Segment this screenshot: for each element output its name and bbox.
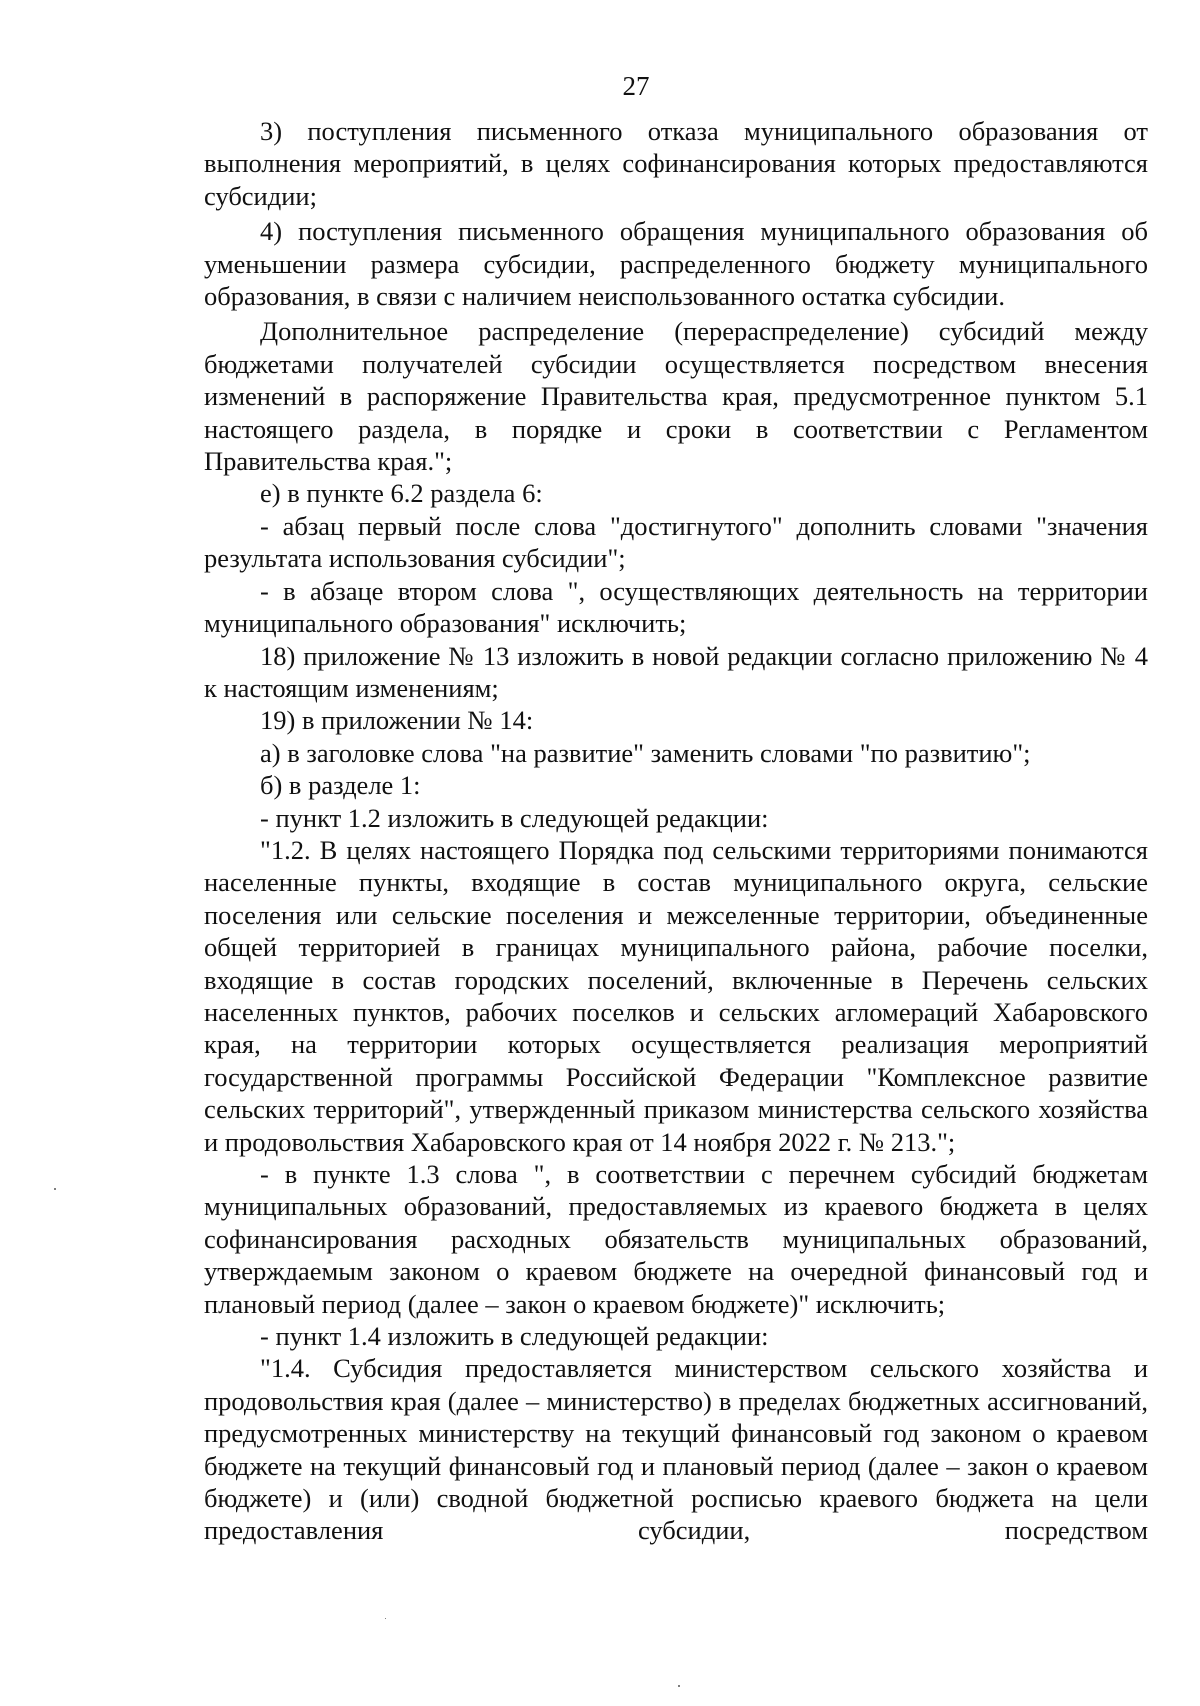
paragraph-point-1-2-text: "1.2. В целях настоящего Порядка под сельскими территориями понимаются населенные пункты, входящие в состав муниципального округа, сельские поселения или сельские поселения и межселенные территории, объединенные общей территорией в границах муниципального района, рабочие поселки, входящие в состав городских поселений, включенные в Перечень сельских населенных пунктов, рабочих поселков и сельских агломераций Хабаровского края, на территории которых осуществляется реализация мероприятий государственной программы Российской Федерации "Комплексное развитие сельских территорий", утвержденный приказом министерства сельского хозяйства и продовольствия Хабаровского края от 14 ноября 2022 г. № 213."; (204, 834, 1148, 1157)
paragraph-item-4: 4) поступления письменного обращения муниципального образования об уменьшении размера субсидии, распределенного бюджету муниципального образования, в связи с наличием неиспользованного остатка субсидии. (204, 216, 1148, 312)
paragraph-abzac-second: - в абзаце втором слова ", осуществляющих деятельность на территории муниципального образования" исключить; (204, 575, 1148, 639)
paragraph-point-1-4-text: "1.4. Субсидия предоставляется министерством сельского хозяйства и продовольствия края (далее – министерство) в пределах бюджетных ассигнований, предусмотренных министерству на текущий финансовый год законом о краевом бюджете на текущий финансовый год и плановый период (далее – закон о краевом бюджете) и (или) сводной бюджетной росписью краевого бюджета на цели предоставления субсидии, посредством (204, 1353, 1148, 1546)
paragraph-item-19: 19) в приложении № 14: (260, 705, 534, 736)
scan-speck (385, 1618, 386, 1619)
paragraph-point-1-3: - в пункте 1.3 слова ", в соответствии с перечнем субсидий бюджетам муниципальных образований, предоставляемых из краевого бюджета в целях софинансирования расходных обязательств муниципальных образований, утверждаемым законом о краевом бюджете на очередной финансовый год и плановый период (далее – закон о краевом бюджете)" исключить; (204, 1159, 1148, 1319)
paragraph-item-3: 3) поступления письменного отказа муниципального образования от выполнения мероприятий, в целях софинансирования которых предоставляются субсидии; (204, 116, 1148, 211)
paragraph-point-1-4-intro: - пункт 1.4 изложить в следующей редакции: (260, 1321, 769, 1352)
paragraph-item-18: 18) приложение № 13 изложить в новой редакции согласно приложению № 4 к настоящим изменениям; (204, 640, 1148, 703)
scan-speck (678, 1685, 680, 1687)
paragraph-subitem-b: б) в разделе 1: (260, 770, 421, 801)
scan-speck (54, 1188, 56, 1190)
paragraph-subitem-e: е) в пункте 6.2 раздела 6: (260, 478, 543, 509)
paragraph-point-1-2-intro: - пункт 1.2 изложить в следующей редакции: (260, 802, 769, 833)
page-number: 27 (622, 71, 650, 101)
paragraph-abzac-first: - абзац первый после слова "достигнутого" дополнить словами "значения результата использования субсидии"; (204, 510, 1148, 574)
paragraph-subitem-a: а) в заголовке слова "на развитие" заменить словами "по развитию"; (260, 737, 1031, 768)
paragraph-redistribution: Дополнительное распределение (перераспределение) субсидий между бюджетами получателей субсидии осуществляется посредством внесения изменений в распоряжение Правительства края, предусмотренное пунктом 5.1 настоящего раздела, в порядке и сроки в соответствии с Регламентом Правительства края."; (204, 316, 1148, 477)
document-body (204, 115, 1148, 1547)
